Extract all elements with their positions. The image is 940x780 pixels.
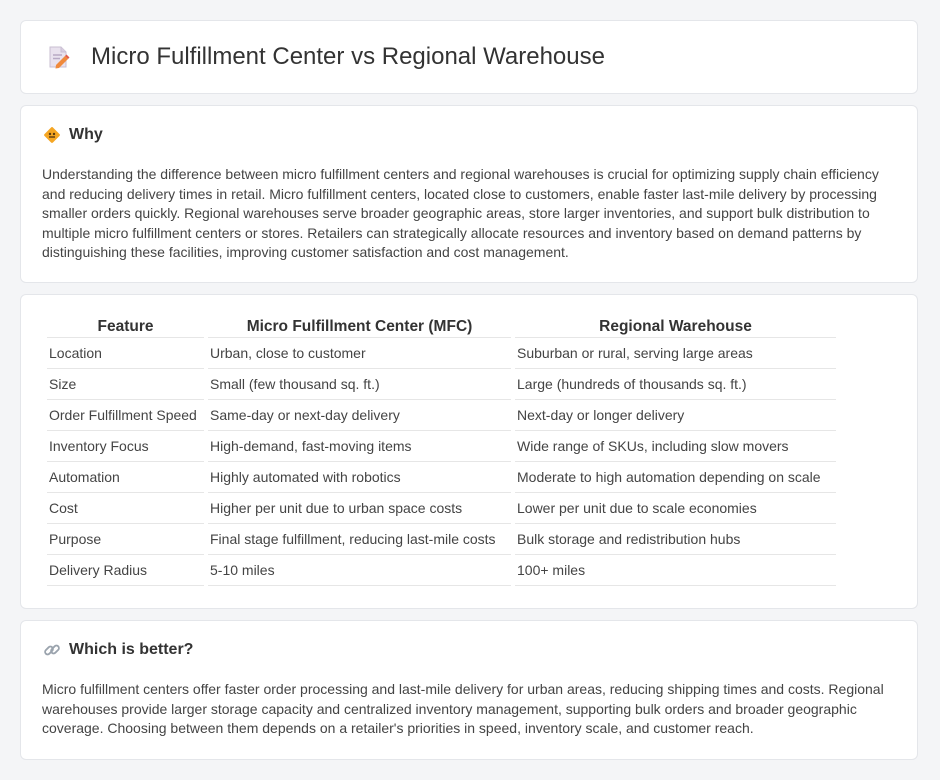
- table-row: [47, 524, 836, 555]
- feature-cell: Size: [47, 369, 204, 400]
- feature-cell: Inventory Focus: [47, 431, 204, 462]
- mfc-cell: Higher per unit due to urban space costs: [208, 493, 511, 524]
- table-header-row: [47, 317, 836, 338]
- why-title: Why: [69, 126, 103, 143]
- mfc-cell: Small (few thousand sq. ft.): [208, 369, 511, 400]
- table-row: [47, 462, 836, 493]
- mfc-cell: 5-10 miles: [208, 555, 511, 586]
- better-text: Micro fulfillment centers offer faster order processing and last-mile delivery for urban areas, reducing shipping times and costs. Regional warehouses provide larger storage capacity and centralized inventory management, supporting bulk orders and broader geographic coverage. Choosing between them depends on a retailer's priorities in speed, inventory scale, and customer reach.: [42, 681, 884, 736]
- regional-cell: Lower per unit due to scale economies: [515, 493, 836, 524]
- document-pencil-icon: [45, 44, 71, 70]
- table-row: [47, 431, 836, 462]
- link-icon: [43, 641, 61, 659]
- mfc-cell: Same-day or next-day delivery: [208, 400, 511, 431]
- better-card: [20, 620, 918, 760]
- table-row: [47, 338, 836, 369]
- comparison-card: [20, 294, 918, 609]
- diamond-sign-icon: [43, 126, 61, 144]
- better-heading: [43, 641, 193, 659]
- regional-cell: Next-day or longer delivery: [515, 400, 836, 431]
- regional-cell: Large (hundreds of thousands sq. ft.): [515, 369, 836, 400]
- mfc-cell: High-demand, fast-moving items: [208, 431, 511, 462]
- comparison-table: [43, 317, 840, 586]
- table-row: [47, 555, 836, 586]
- header-feature: Feature: [47, 317, 204, 338]
- mfc-cell: Urban, close to customer: [208, 338, 511, 369]
- better-title: Which is better?: [69, 641, 194, 658]
- feature-cell: Location: [47, 338, 204, 369]
- header-regional: Regional Warehouse: [515, 317, 836, 338]
- title-row: [45, 43, 605, 71]
- regional-cell: 100+ miles: [515, 555, 836, 586]
- regional-cell: Bulk storage and redistribution hubs: [515, 524, 836, 555]
- title-card: [20, 20, 918, 94]
- table-row: [47, 400, 836, 431]
- regional-cell: Suburban or rural, serving large areas: [515, 338, 836, 369]
- table-row: [47, 369, 836, 400]
- table-row: [47, 493, 836, 524]
- why-card: [20, 105, 918, 283]
- feature-cell: Automation: [47, 462, 204, 493]
- regional-cell: Wide range of SKUs, including slow movers: [515, 431, 836, 462]
- feature-cell: Delivery Radius: [47, 555, 204, 586]
- why-heading: [43, 126, 103, 144]
- header-mfc: Micro Fulfillment Center (MFC): [208, 317, 511, 338]
- regional-cell: Moderate to high automation depending on scale: [515, 462, 836, 493]
- mfc-cell: Highly automated with robotics: [208, 462, 511, 493]
- feature-cell: Cost: [47, 493, 204, 524]
- feature-cell: Purpose: [47, 524, 204, 555]
- mfc-cell: Final stage fulfillment, reducing last-mile costs: [208, 524, 511, 555]
- feature-cell: Order Fulfillment Speed: [47, 400, 204, 431]
- why-text: Understanding the difference between micro fulfillment centers and regional warehouses is crucial for optimizing supply chain efficiency and reducing delivery times in retail. Micro fulfillment centers, located close to customers, enable faster last-mile delivery by processing smaller orders quickly. Regional warehouses serve broader geographic areas, store larger inventories, and support bulk distribution to multiple micro fulfillment centers or stores. Retailers can strategically allocate resources and inventory based on demand patterns by distinguishing these facilities, improving customer satisfaction and cost management.: [42, 166, 879, 260]
- page-title: Micro Fulfillment Center vs Regional Warehouse: [91, 43, 605, 70]
